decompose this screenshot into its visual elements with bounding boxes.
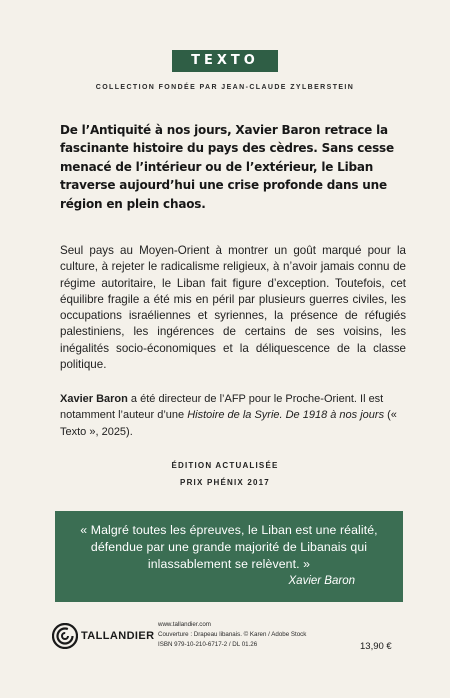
quote-text: « Malgré toutes les épreuves, le Liban est une réalité, défendue par une grande majorité de Libanais qui inlassablement se relèvent. » xyxy=(80,523,378,571)
edition-updated: ÉDITION ACTUALISÉE xyxy=(171,461,279,470)
publisher-logo xyxy=(52,623,155,649)
credits-block xyxy=(158,620,328,651)
cover-credit: Couverture : Drapeau libanais. © Karen / Adobe Stock xyxy=(158,631,307,639)
isbn: ISBN 979-10-210-6717-2 / DL 01.26 xyxy=(158,641,258,649)
spiral-icon xyxy=(52,623,78,649)
edition-block xyxy=(0,457,450,491)
publisher-website[interactable]: www.tallandier.com xyxy=(158,621,211,628)
author-name: Xavier Baron xyxy=(60,393,128,405)
author-book-title: Histoire de la Syrie. De 1918 à nos jours xyxy=(187,409,385,422)
publisher-name: TALLANDIER xyxy=(81,630,155,642)
collection-line: COLLECTION FONDÉE PAR JEAN-CLAUDE ZYLBERSTEIN xyxy=(95,84,355,91)
quote-author: Xavier Baron xyxy=(288,575,355,587)
award-line: PRIX PHÉNIX 2017 xyxy=(180,478,270,487)
series-badge: TEXTO xyxy=(172,50,278,72)
author-bio-text-end: (« Texto », 2025). xyxy=(60,409,397,438)
author-bio xyxy=(60,391,406,440)
body-paragraph: Seul pays au Moyen-Orient à montrer un goût marqué pour la culture, à rejeter le radicalisme religieux, à n’avoir jamais connu de régime autoritaire, le Liban fait figure d’exception. Toutefois, cet équilibre fragile a été mis en péril par plusieurs guerres civiles, les occupations israéliennes et syriennes, la présence de réfugiés palestiniens, les ingérences de certains de ses voisins, les inégalités socio-économiques et la déliquescence de la classe politique. xyxy=(60,244,406,372)
lead-paragraph: De l’Antiquité à nos jours, Xavier Baron retrace la fascinante histoire du pays des cèdres. Sans cesse menacé de l’intérieur ou de l’extérieur, le Liban traverse aujourd’hui une crise profonde dans une région en plein chaos. xyxy=(60,123,394,211)
price: 13,90 € xyxy=(360,641,392,652)
quote-box xyxy=(55,511,403,602)
author-bio-text: a été directeur de l’AFP pour le Proche-Orient. Il est notamment l’auteur d’une xyxy=(60,393,384,422)
